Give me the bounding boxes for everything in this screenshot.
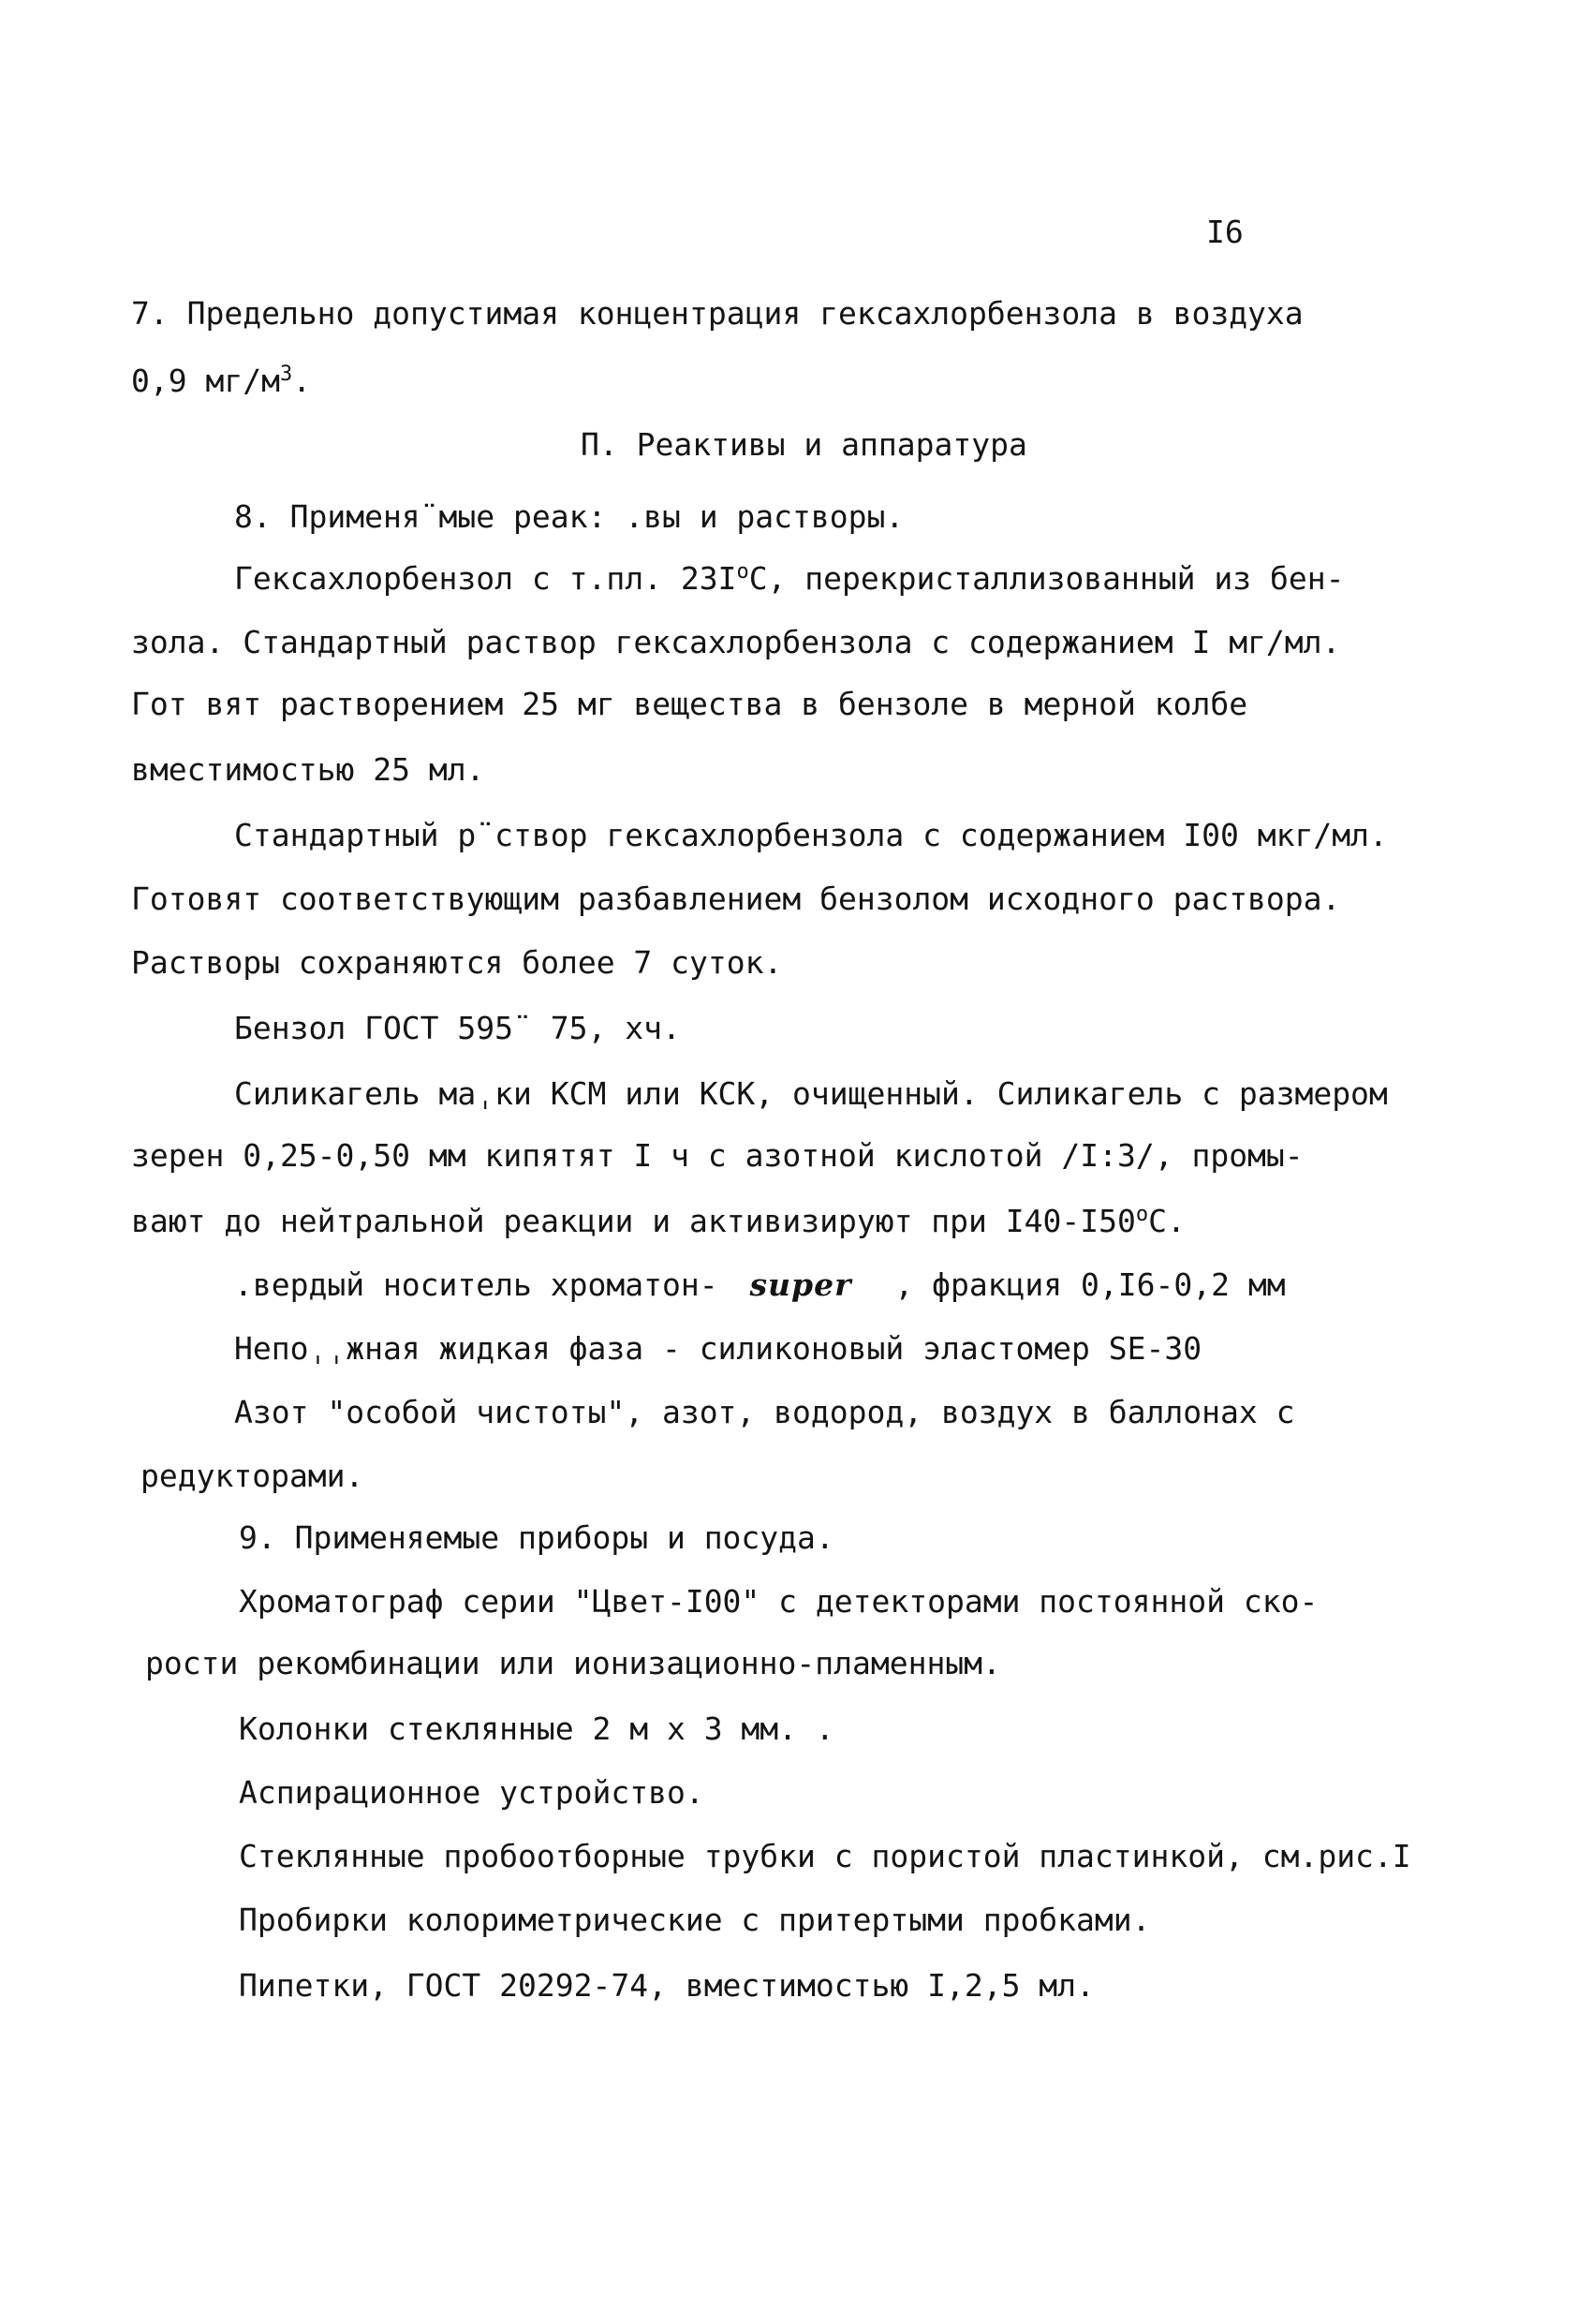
superscript: о (736, 560, 749, 584)
text-line: Азот "особой чистоты", азот, водород, воздух в баллонах с (234, 1394, 1295, 1430)
text-line: зола. Стандартный раствор гексахлорбензола с содержанием I мг/мл. (131, 624, 1341, 660)
text-line: Пипетки, ГОСТ 20292-74, вместимостью I,2,5 мл. (239, 1967, 1095, 2004)
text-fragment: . (292, 363, 312, 399)
text-fragment: , фракция 0,I6-0,2 мм (894, 1266, 1286, 1303)
text-line: редукторами. (140, 1458, 364, 1494)
section-heading: П. Реактивы и аппаратура (581, 426, 1027, 463)
text-line: зерен 0,25-0,50 мм кипятят I ч с азотной кислотой /I:3/, промы- (131, 1137, 1304, 1174)
text-line: Пробирки колориметрические с притертыми пробками. (239, 1902, 1151, 1938)
text-line: рости рекомбинации или ионизационно-пламенным. (145, 1645, 1001, 1681)
text-line: Аспирационное устройство. (239, 1774, 704, 1811)
page-number: I6 (1206, 214, 1244, 250)
text-line: Готовят соответствующим разбавлением бензолом исходного раствора. (131, 881, 1341, 917)
text-line (234, 558, 1344, 600)
text-line: Стеклянные пробоотборные трубки с пористой пластинкой, см.рис.I (239, 1838, 1411, 1874)
text-line (131, 1201, 1186, 1242)
text-line: Колонки стеклянные 2 м х 3 мм. . (239, 1710, 834, 1747)
text-line: вместимостью 25 мл. (131, 751, 485, 788)
text-line: 8. Применя¨мые реак: .вы и растворы. (234, 498, 905, 535)
text-fragment: С, перекристаллизованный из бен- (748, 560, 1345, 597)
text-fragment: 0,9 мг/м (131, 363, 280, 399)
text-fragment: Гексахлорбензол с т.пл. 23I (234, 560, 737, 597)
text-fragment: .вердый носитель хроматон- (234, 1266, 718, 1303)
text-line (131, 361, 311, 402)
text-line: 7. Предельно допустимая концентрация гексахлорбензола в воздуха (131, 295, 1304, 332)
text-line: 9. Применяемые приборы и посуда. (239, 1519, 834, 1556)
text-line (234, 1265, 1286, 1306)
text-line: Стандартный р¨створ гексахлорбензола с содержанием I00 мкг/мл. (234, 817, 1388, 853)
text-line: Растворы сохраняются более 7 суток. (131, 944, 783, 981)
text-line: Непоˌˌжная жидкая фаза - силиконовый эластомер SE-30 (234, 1330, 1202, 1367)
superscript: 3 (279, 363, 293, 386)
handwritten-insert: super (749, 1266, 852, 1303)
text-line: Гот вят растворением 25 мг вещества в бензоле в мерной колбе (131, 686, 1248, 722)
superscript: о (1135, 1203, 1149, 1226)
text-fragment: С. (1148, 1203, 1186, 1239)
text-line: Силикагель маˌки КСМ или КСК, очищенный. Силикагель с размером (234, 1075, 1388, 1112)
text-fragment: вают до нейтральной реакции и активизируют при I40-I50 (131, 1203, 1136, 1239)
text-line: Хроматограф серии "Цвет-I00" с детекторами постоянной ско- (239, 1583, 1319, 1620)
text-line: Бензол ГОСТ 595¨ 75, хч. (234, 1010, 681, 1046)
